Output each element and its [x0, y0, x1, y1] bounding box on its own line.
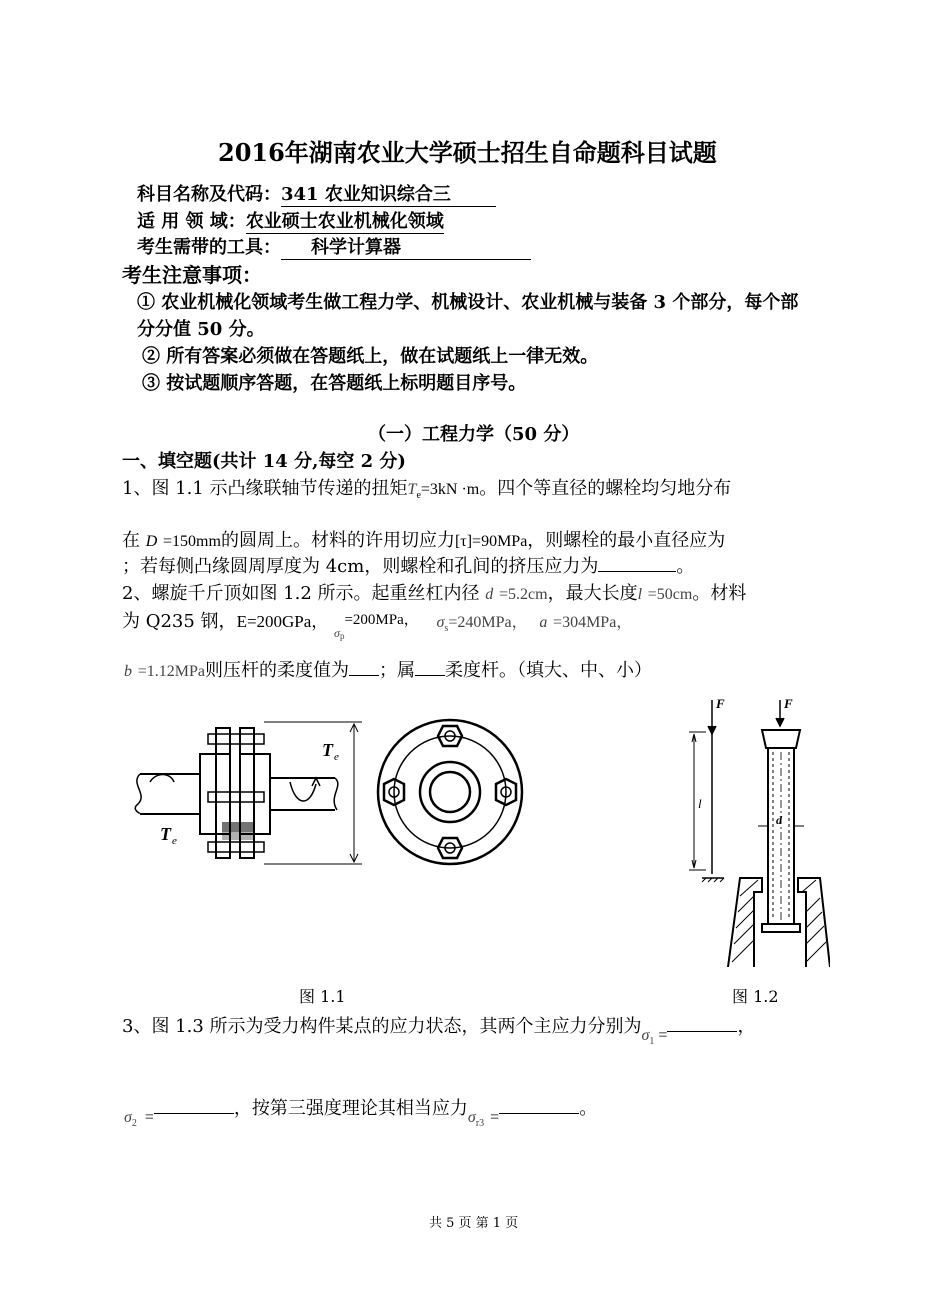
field-label: 适 用 领 域： — [137, 211, 246, 232]
a-value: =304MPa， — [553, 614, 633, 631]
q2-text-f: ；属 — [378, 660, 415, 681]
notice-heading: 考生注意事项： — [122, 263, 262, 287]
figure-1-1-caption: 图 1.1 — [299, 987, 346, 1006]
E-value: E=200GPa， — [236, 612, 329, 631]
fig1-torque-sub-left: e — [172, 835, 177, 847]
torque-sub: e — [416, 490, 421, 501]
sigma2-sub: 2 — [131, 1118, 137, 1129]
d-value: =5.2cm — [499, 586, 548, 603]
tools-label: 考生需带的工具： — [137, 237, 281, 258]
D-symbol: D — [145, 533, 158, 550]
section-title: （一）工程力学（50 分） — [368, 424, 580, 445]
q2-text-d: 为 Q235 钢， — [122, 611, 237, 632]
sigma-s-sub: s — [444, 623, 449, 634]
q3-blank-1[interactable] — [667, 1013, 737, 1032]
q1-text-b: 。四个等直径的螺栓均匀地分布 — [479, 478, 732, 499]
figure-1-2-caption: 图 1.2 — [732, 987, 779, 1006]
fig1-torque-label-right: T — [322, 740, 333, 760]
fig1-torque-label-left: T — [160, 824, 171, 844]
page-footer: 共 5 页 第 1 页 — [429, 1216, 519, 1231]
q1-line3 — [122, 552, 694, 578]
figure-1-2-screw-jack — [684, 692, 830, 967]
q3-text-a: 3、图 1.3 所示为受力构件某点的应力状态，其两个主应力分别为 — [122, 1016, 642, 1037]
subject-line — [137, 180, 496, 207]
fig2-force-label-left: F — [716, 696, 725, 711]
D-value: =150mm — [163, 533, 221, 550]
q1-text-c: 在 — [122, 530, 140, 551]
q1-line1 — [122, 474, 731, 501]
l-value: =50cm — [647, 586, 693, 603]
tools-value: 科学计算器 — [281, 233, 531, 260]
q3-line1 — [122, 1012, 755, 1047]
sigma-s-value: =240MPa， — [448, 614, 528, 631]
notice-item-1: ① 农业机械化领域考生做工程力学、机械设计、农业机械与装备 3 个部分，每个部 — [137, 292, 799, 313]
d-symbol: d — [485, 586, 494, 603]
figure-1-1-side-view — [130, 712, 370, 872]
q1-text-d: 的圆周上。材料的许用切应力 — [220, 530, 455, 551]
q1-text-e: ，则螺栓的最小直径应为 — [527, 530, 726, 551]
notice-item-3: ③ 按试题顺序答题，在答题纸上标明题目序号。 — [142, 373, 527, 394]
notice-item-2: ② 所有答案必须做在答题纸上，做在试题纸上一律无效。 — [142, 346, 599, 367]
q3-end: 。 — [579, 1098, 598, 1119]
part-heading: 一、填空题(共计 14 分,每空 2 分) — [122, 451, 406, 472]
q2-line1 — [122, 579, 746, 605]
q3-blank-3[interactable] — [499, 1095, 579, 1114]
sigma1-eq: = — [658, 1027, 668, 1044]
l-symbol: l — [637, 586, 643, 603]
q1-line2 — [122, 526, 725, 552]
q2-line2 — [122, 607, 632, 641]
sigma2-eq: = — [144, 1109, 154, 1126]
q3-line2 — [124, 1094, 597, 1129]
sigma-r3-sub: r3 — [475, 1118, 485, 1129]
page-title: 2016年湖南农业大学硕士招生自命题科目试题 — [218, 138, 717, 167]
torque-value: =3kN ·m — [420, 481, 480, 498]
field-value: 农业硕士农业机械化领域 — [246, 207, 444, 234]
tools-line — [137, 233, 531, 260]
sigma1-sub: 1 — [649, 1036, 655, 1047]
fig1-torque-sub-right: e — [334, 751, 339, 763]
q2-line3 — [124, 656, 652, 682]
sigma-r3-eq: = — [490, 1109, 500, 1126]
sigma2-symbol: σ — [124, 1109, 132, 1126]
sigma-r3-symbol: σ — [467, 1109, 476, 1126]
q1-text-a: 1、图 1.1 示凸缘联轴节传递的扭矩 — [122, 478, 408, 499]
subject-value: 341 农业知识综合三 — [281, 180, 496, 207]
q1-text-f: ；若每侧凸缘圆周厚度为 4cm，则螺栓和孔间的挤压应力为 — [122, 556, 599, 577]
q3-comma-1: ， — [737, 1016, 756, 1037]
q3-blank-2[interactable] — [154, 1095, 234, 1114]
fig2-force-label-right: F — [784, 696, 793, 711]
q2-text-c: 。材料 — [692, 583, 747, 604]
sigma1-symbol: σ — [641, 1027, 650, 1044]
a-symbol: a — [539, 614, 548, 631]
subject-label: 科目名称及代码： — [137, 184, 281, 205]
tau-value: =90MPa — [472, 533, 528, 550]
tau-symbol: [τ] — [454, 533, 473, 550]
q2-text-b: ，最大长度 — [547, 583, 638, 604]
field-line — [137, 207, 444, 234]
q2-blank-1[interactable] — [349, 657, 379, 676]
q1-blank-2[interactable] — [598, 553, 676, 572]
q2-blank-2[interactable] — [415, 657, 445, 676]
notice-item-1-cont: 分分值 50 分。 — [137, 319, 265, 340]
q3-text-b: ，按第三强度理论其相当应力 — [233, 1098, 468, 1119]
figure-1-1-end-view — [370, 712, 530, 872]
b-symbol: b — [124, 663, 132, 680]
q2-text-e: 则压杆的柔度值为 — [204, 660, 349, 681]
sigma-p-value: =200MPa， — [344, 612, 419, 628]
sigma-s-symbol: σ — [436, 614, 445, 631]
q1-text-g: 。 — [676, 556, 695, 577]
torque-symbol: T — [407, 481, 417, 498]
sigma-p-symbol: σ — [334, 626, 340, 640]
fig2-diameter-label: d — [776, 813, 782, 827]
q2-text-a: 2、螺旋千斤顶如图 1.2 所示。起重丝杠内径 — [122, 583, 480, 604]
sigma-p-sub: p — [339, 631, 345, 641]
fig2-length-label: l — [698, 796, 702, 811]
q2-text-g: 柔度杆。（填大、中、小） — [444, 660, 652, 681]
b-value: =1.12MPa — [137, 663, 205, 680]
